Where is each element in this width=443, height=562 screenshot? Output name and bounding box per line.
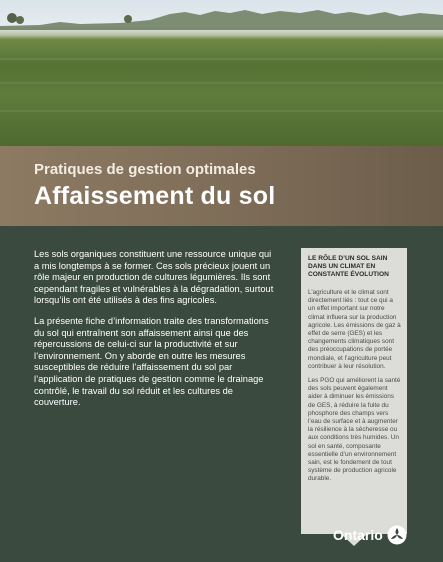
tree-line xyxy=(0,0,443,30)
ontario-logo xyxy=(333,525,407,545)
page-subtitle: Pratiques de gestion optimales xyxy=(34,161,256,178)
sidebar-callout xyxy=(301,248,407,534)
ontario-trillium-icon xyxy=(387,525,407,545)
sidebar-paragraph: Les PGO qui améliorent la santé des sols peuvent également aider à diminuer les émissions de GES, à réduire la fuite du phosphore des champs vers l’eau de surface et à augmenter la résilience à la sécheresse ou aux conditions très humides. Un sol en santé, composante essentielle d’un environnement sain, est le fondement de tout système de production agricole durable. xyxy=(308,377,401,483)
logo-text: Ontario xyxy=(333,527,383,543)
sidebar-heading: LE RÔLE D’UN SOL SAIN DANS UN CLIMAT EN CONSTANTE ÉVOLUTION xyxy=(308,255,389,279)
sidebar-paragraph: L’agriculture et le climat sont directement liés : tout ce qui a un effet important sur notre climat influera sur la production agricole. Les émissions de gaz à effet de serre (GES) et les changements climatiques sont des préoccupations de portée mondiale, et l’agriculture peut contribuer à leur résolution. xyxy=(308,289,401,370)
intro-paragraph: Les sols organiques constituent une ressource unique qui a mis longtemps à se former. Ces sols précieux jouent un rôle majeur en production de cultures légumières. Ils sont cependant fragiles et vulnérables à la dégradation, surtout lorsqu’ils ont été utilisés à des fins agricoles. xyxy=(34,249,274,306)
page-title: Affaissement du sol xyxy=(34,182,276,210)
summary-paragraph: La présente fiche d’information traite des transformations du sol qui entraînent son affaissement ainsi que des répercussions de celui-ci sur la productivité et sur l’environnement. On y aborde en outre les mesures susceptibles de réduire l’affaissement du sol par l’application de pratiques de gestion comme le drainage contrôlé, le travail du sol réduit et les cultures de couverture. xyxy=(34,315,269,408)
field-photo xyxy=(0,0,443,146)
main-text xyxy=(34,249,274,418)
